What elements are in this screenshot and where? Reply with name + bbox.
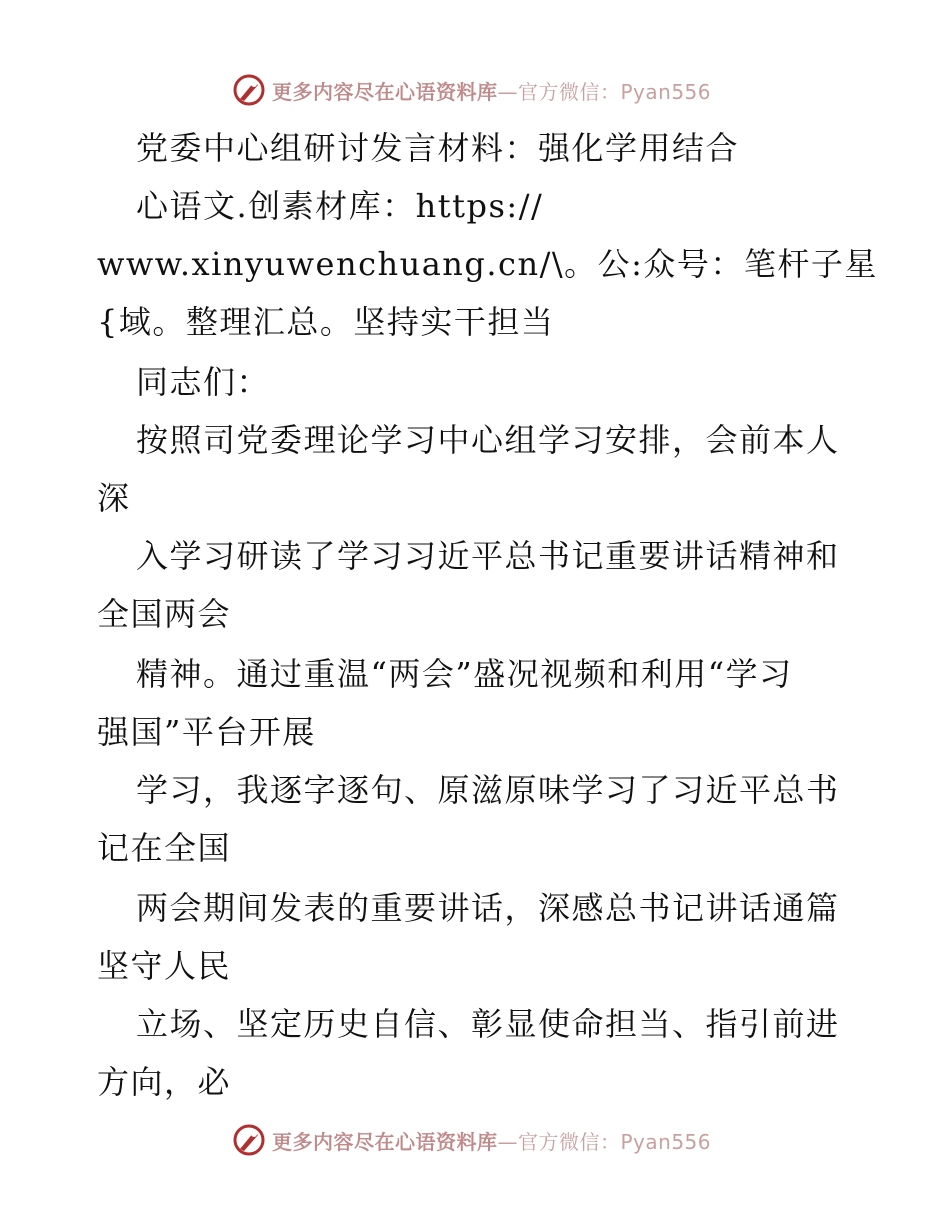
doc-line: 两会期间发表的重要讲话，深感总书记讲话通篇: [136, 889, 840, 927]
doc-line: 记在全国: [97, 829, 232, 867]
doc-line: 方向，必: [97, 1063, 232, 1101]
quill-logo-icon: [232, 73, 266, 107]
doc-line: 坚守人民: [97, 947, 232, 985]
doc-line: 入学习研读了学习习近平总书记重要讲话精神和: [136, 537, 840, 575]
doc-title: 党委中心组研讨发言材料：强化学用结合: [136, 129, 740, 167]
doc-salutation: 同志们：: [136, 363, 271, 401]
doc-line: 精神。通过重温“两会”盛况视频和利用“学习: [136, 655, 793, 693]
doc-line: www.xinyuwenchuang.cn/\。公:众号：笔杆子星: [97, 245, 878, 283]
doc-line: 学习，我逐字逐句、原滋原味学习了习近平总书: [136, 771, 840, 809]
header-watermark: [232, 70, 711, 110]
footer-watermark: [232, 1120, 711, 1160]
doc-line: 深: [97, 479, 131, 517]
doc-line: {域。整理汇总。坚持实干担当: [97, 303, 555, 341]
quill-logo-icon: [232, 1123, 266, 1157]
doc-line: 强国”平台开展: [97, 713, 316, 751]
doc-line: 心语文.创素材库：https://: [136, 187, 544, 225]
doc-line: 立场、坚定历史自信、彰显使命担当、指引前进: [136, 1005, 840, 1043]
doc-line: 按照司党委理论学习中心组学习安排，会前本人: [136, 421, 840, 459]
watermark-text: 更多内容尽在心语资料库—官方微信：Pyan556: [272, 79, 712, 104]
doc-line: 全国两会: [97, 595, 232, 633]
watermark-text: 更多内容尽在心语资料库—官方微信：Pyan556: [272, 1129, 712, 1154]
